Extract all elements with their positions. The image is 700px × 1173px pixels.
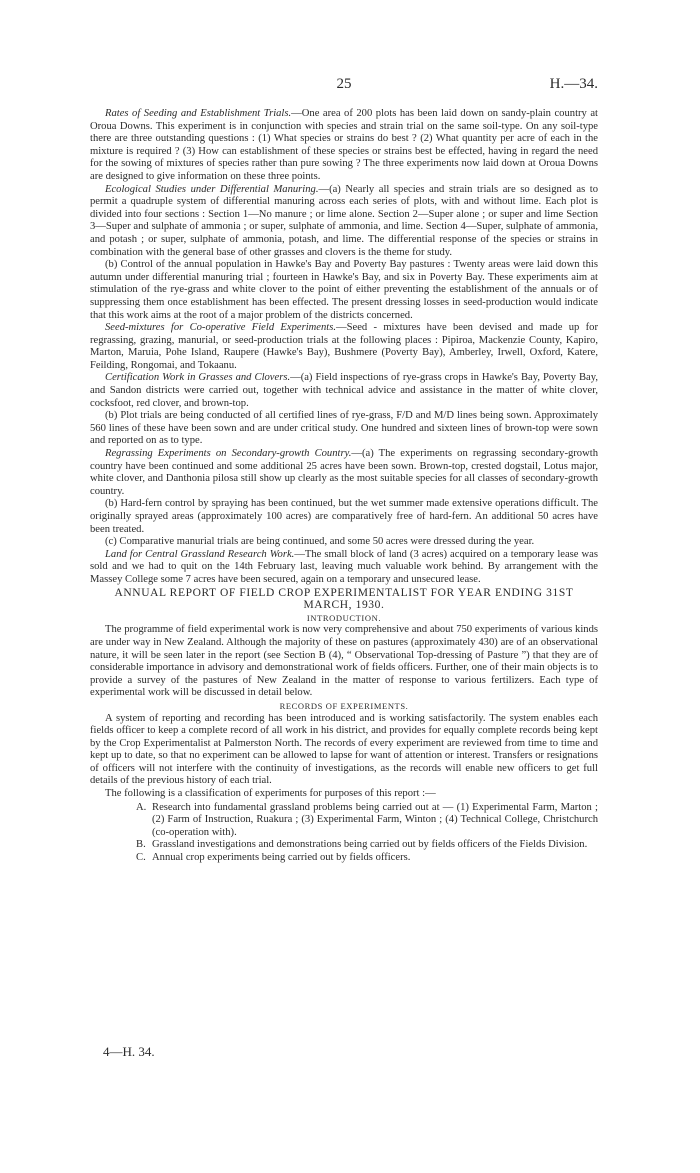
list-item-text: Grassland investigations and demonstrations being carried out by fields officers of the Fields Division. (152, 839, 588, 851)
paragraph (90, 536, 598, 549)
report-title: ANNUAL REPORT OF FIELD CROP EXPERIMENTALIST FOR YEAR ENDING 31ST MARCH, 1930. (114, 586, 574, 612)
paragraph (90, 410, 598, 448)
introduction-paragraph: The programme of field experimental work is now very comprehensive and about 750 experiments of various kinds are under way in New Zealand. Although the majority of these on pastures (approximately 430) are of an observational nature, it will be seen later in the report (see Section B (4), “ Observational Top-dressing of Pasture ”) that they are of considerable importance in advisory and demonstrational work of fields officers. Further, one of their main objects is to provide a survey of the pastures of New Zealand in the matter of response to various fertilizers. Each type of experimental work will be discussed in detail below. (90, 624, 598, 699)
paragraph-title: Regrassing Experiments on Secondary-growth Country. (105, 448, 352, 460)
section-heading-introduction: INTRODUCTION. (306, 612, 382, 623)
paragraph (90, 184, 598, 260)
paragraph-text: —(a) The experiments on regrassing secondary-growth country have been continued and some additional 25 acres have been sown. Brown-top, crested dogstail, Lotus major, white clover, and Danthonia pilosa still show up clearly as the most suitable species for all classes of secondary-growth country. (90, 448, 598, 497)
paragraph-text: (b) Plot trials are being conducted of all certified lines of rye-grass, F/D and M/D lines being sown. Approximately 560 lines of these have been sown and are under critical study. One hundred and sixteen lines of brown-top were sown and reported on as to type. (90, 410, 598, 447)
list-item (90, 802, 598, 840)
list-item (90, 852, 598, 865)
paragraph-text: (c) Comparative manurial trials are being continued, and some 50 acres were dressed during the year. (105, 536, 535, 548)
list-marker: A. (136, 801, 147, 813)
paragraph-title: Certification Work in Grasses and Clovers. (105, 372, 291, 384)
list-marker: B. (136, 839, 146, 851)
classification-intro: The following is a classification of experiments for purposes of this report :— (105, 788, 436, 800)
paragraph-text: (b) Hard-fern control by spraying has been continued, but the wet summer made extensive operations difficult. The originally sprayed areas (approximately 100 acres) are comparatively free of hard-fern. An additional 50 acres have been treated. (90, 498, 598, 535)
paragraph-text: (b) Control of the annual population in Hawke's Bay and Poverty Bay pastures : Twenty areas were laid down this autumn under differential manuring trial ; fourteen in Hawke's Bay, and six in Poverty Bay. These experiments aim at stimulation of the rye-grass and white clover to the point of either preventing the establishment of the annuals or of suppressing them once establishment has been effected. The present dressing losses in seed-production would indicate that this work aims at the root of a major problem of the districts concerned. (90, 259, 598, 321)
list-marker: C. (136, 852, 146, 864)
paragraph-text: —(a) Field inspections of rye-grass crops in Hawke's Bay, Poverty Bay, and Sandon districts were carried out, together with technical advice and assistance in the matter of white clover, cocksfoot, red clover, and brown-top. (90, 372, 599, 409)
paragraph-title: Rates of Seeding and Establishment Trials. (105, 108, 292, 119)
paragraph (90, 322, 598, 372)
paragraph-text: —(a) Nearly all species and strain trials are so designed as to permit a quadruple system of differential manuring across each series of plots, with and without lime. Each plot is divided into four sections : Section 1—No manure ; or lime alone. Section 2—Super alone ; or super and lime Section 3—Super and sulphate of ammonia ; or super, sulphate of ammonia, and lime. Section 4—Super, sulphate of ammonia, and potash ; or super, sulphate of ammonia, potash, and lime. The differential response of the species or strains in combination with the general base of other grasses and clovers is the theme for study. (90, 183, 598, 258)
page-number: 25 (336, 76, 352, 92)
paragraph-text: —The small block of land (3 acres) acquired on a temporary lease was sold and we had to quit on the 14th February last, leaving much valuable work behind. By arrangement with the Massey College some 7 acres have been secured, again on a temporary and unsecured lease. (90, 548, 598, 585)
paragraph (90, 498, 598, 536)
paragraph-text: —Seed - mixtures have been devised and made up for regrassing, grazing, manurial, or seed-production trials at the following places : Pipiroa, Mackenzie County, Kapiro, Marton, Maruia, Pohe Island, Raupere (Hawke's Bay), Bushmere (Poverty Bay), Amberley, Irwell, Oxford, Katere, Feilding, Rongomai, and Tokaanu. (90, 322, 598, 371)
paragraph (90, 372, 598, 410)
records-paragraph: A system of reporting and recording has been introduced and is working satisfactorily. The system enables each fields officer to keep a complete record of all work in his district, and provides for equally complete records being kept by the Crop Experimentalist at Palmerston North. The records of every experiment are reviewed from time to time and kept up to date, so that no experiment can be allowed to lapse for want of attention or interest. Transfers or resignations of officers will not interfere with the continuity of investigations, as the records will enable new officers to get full details of the previous history of each trial. (90, 712, 598, 787)
list-item (90, 839, 598, 852)
paragraph-title: Seed-mixtures for Co-operative Field Experiments. (105, 322, 337, 334)
paragraph-text: —One area of 200 plots has been laid down on sandy-plain country at Oroua Downs. This experiment is in conjunction with species and strain trial on the same soil-type. On any soil-type there are three outstanding questions : (1) What species or strains do best ? (2) What quantity per acre of each in the mixture is required ? (3) How can establishment of these species or strains best be effected, having in regard the need for the sowing of mixtures of species rather than pure sowing ? The three experiments now laid down at Oroua Downs are designed to give information on these three points. (90, 108, 598, 182)
paragraph (90, 259, 598, 322)
paragraph (90, 108, 598, 184)
document-body (90, 108, 598, 865)
paragraph (90, 448, 598, 498)
paragraph (90, 549, 598, 587)
classification-list (90, 802, 598, 865)
section-heading-records: RECORDS OF EXPERIMENTS. (279, 700, 409, 711)
document-code: H.—34. (549, 76, 598, 92)
paragraph-title: Land for Central Grassland Research Work. (105, 548, 295, 560)
page-header (90, 76, 598, 98)
paragraph-title: Ecological Studies under Differential Manuring. (105, 183, 319, 195)
list-item-text: Research into fundamental grassland problems being carried out at — (1) Experimental Farm, Marton ; (2) Farm of Instruction, Ruakura ; (3) Experimental Farm, Winton ; (4) Technical College, Christchurch (co-operation with). (152, 801, 598, 838)
list-item-text: Annual crop experiments being carried out by fields officers. (152, 852, 411, 864)
signature-mark: 4—H. 34. (103, 1044, 155, 1059)
